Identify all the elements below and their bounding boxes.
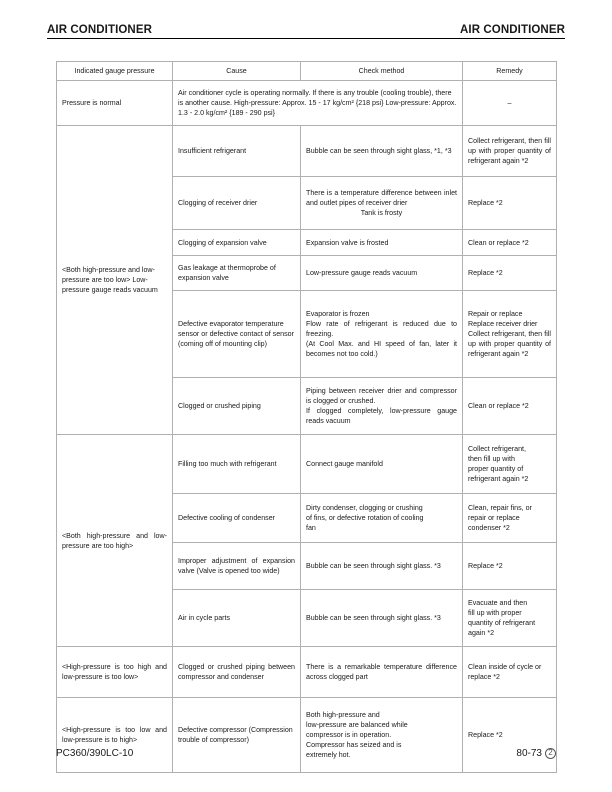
footer-page-label: 80-73 xyxy=(516,748,542,759)
remedy-line-3: proper quantity of xyxy=(468,465,524,474)
check-line-3: (At Cool Max. and HI speed of fan, later it becomes not too cold.) xyxy=(306,340,457,359)
table-row xyxy=(57,435,557,494)
remedy-line-1: Evacuate and then xyxy=(468,599,528,608)
remedy-line-3: Collect refrigerant, then fill up with proper quantity of refrigerant again *2 xyxy=(468,330,551,359)
cell-check-method xyxy=(301,378,463,435)
check-line-2: Tank is frosty xyxy=(360,209,403,218)
cell-cause xyxy=(173,291,301,378)
check-line-4: Compressor has seized and is xyxy=(306,741,402,750)
remedy-line-4: again *2 xyxy=(468,629,495,638)
cell-cause xyxy=(173,256,301,291)
running-head xyxy=(47,24,565,39)
cell-check-method: Bubble can be seen through sight glass. *3 xyxy=(301,590,463,647)
table-header xyxy=(57,62,557,81)
cell-cause: Clogging of expansion valve xyxy=(173,230,301,256)
cell-check-method xyxy=(301,177,463,230)
running-head-left: AIR CONDITIONER xyxy=(47,24,152,36)
check-line-2: If clogged completely, low-pressure gauge reads vacuum xyxy=(306,407,457,426)
cause-line-2: (Compression trouble of xyxy=(178,726,293,745)
remedy-line-4: refrigerant again *2 xyxy=(468,475,529,484)
check-line-1: Piping between receiver drier and compressor is clogged or crushed. xyxy=(306,387,457,406)
footer-page-number xyxy=(516,748,556,759)
cell-cause: Air in cycle parts xyxy=(173,590,301,647)
troubleshooting-table-wrapper xyxy=(56,61,556,773)
cell-cause: Clogged or crushed piping between compressor and condenser xyxy=(173,647,301,698)
check-line-3: compressor is in operation. xyxy=(306,731,392,740)
column-header-gauge-pressure: Indicated gauge pressure xyxy=(57,62,173,81)
cell-remedy: Clean inside of cycle or replace *2 xyxy=(463,647,557,698)
cell-gauge-pressure-group-high-low: <High-pressure is too high and low-pressure is too low> xyxy=(57,647,173,698)
gauge-group-line-2: low-pressure are too low> xyxy=(62,266,155,285)
footer-revision-mark: 2 xyxy=(545,748,556,759)
cell-check-method xyxy=(301,291,463,378)
table-body xyxy=(57,81,557,773)
cause-line-2: If there is any trouble (cooling trouble), there is another cause. xyxy=(178,89,452,108)
cell-check-method xyxy=(301,698,463,773)
gauge-group-line-4: reads vacuum xyxy=(113,286,158,295)
page-footer xyxy=(56,748,556,759)
cell-remedy: Replace *2 xyxy=(463,177,557,230)
check-line-1: Both high-pressure and xyxy=(306,711,380,720)
cause-line-1: Gas leakage at thermoprobe of expansion valve xyxy=(178,264,276,283)
troubleshooting-table xyxy=(56,61,557,773)
check-line-3: fan xyxy=(306,524,316,533)
table-row xyxy=(57,647,557,698)
cell-check-method: Expansion valve is frosted xyxy=(301,230,463,256)
cell-cause xyxy=(173,698,301,773)
cause-line-4: (coming off of mounting clip) xyxy=(178,340,267,349)
cause-line-1: Defective cooling of xyxy=(178,514,240,523)
cause-line-4: Low-pressure: Approx. 1.3 - 2.0 kg/cm² {189 - 290 psi} xyxy=(178,99,457,118)
cell-cause xyxy=(173,81,463,126)
remedy-line-2: then fill up with xyxy=(468,455,515,464)
cell-remedy: Clean or replace *2 xyxy=(463,230,557,256)
cell-gauge-pressure-group-too-low xyxy=(57,126,173,435)
cell-cause: Insufficient refrigerant xyxy=(173,126,301,177)
cell-check-method: Bubble can be seen through sight glass. *3 xyxy=(301,543,463,590)
gauge-group-line-1: <Both high-pressure and xyxy=(62,266,140,275)
check-line-1: Dirty condenser, clogging or crushing xyxy=(306,504,423,513)
cell-cause xyxy=(173,494,301,543)
cell-remedy: Collect refrigerant, then fill up with proper quantity of refrigerant again *2 xyxy=(463,126,557,177)
cell-gauge-pressure: Pressure is normal xyxy=(57,81,173,126)
cell-check-method: There is a remarkable temperature difference across clogged part xyxy=(301,647,463,698)
cause-line-1: Defective compressor xyxy=(178,726,247,735)
cause-line-1: Defective evaporator xyxy=(178,320,244,329)
footer-model-number: PC360/390LC-10 xyxy=(56,748,134,759)
remedy-line-3: quantity of refrigerant xyxy=(468,619,536,628)
table-row xyxy=(57,126,557,177)
cell-check-method: Bubble can be seen through sight glass, *1, *3 xyxy=(301,126,463,177)
cell-remedy: Replace *2 xyxy=(463,543,557,590)
cause-line-2: temperature sensor or xyxy=(178,320,284,339)
cause-line-3: compressor) xyxy=(209,736,249,745)
cell-remedy: Clean or replace *2 xyxy=(463,378,557,435)
remedy-line-1: Collect refrigerant, xyxy=(468,445,526,454)
cell-remedy xyxy=(463,435,557,494)
cause-line-3: defective contact of sensor xyxy=(209,330,294,339)
cause-line-2: condenser xyxy=(241,514,276,523)
cell-gauge-pressure-group-too-high: <Both high-pressure and low-pressure are too high> xyxy=(57,435,173,647)
cell-gauge-pressure-group-low-high: <High-pressure is too low and low-pressure is to high> xyxy=(57,698,173,773)
remedy-line-2: fill up with proper xyxy=(468,609,522,618)
check-line-2: of fins, or defective rotation of cooling xyxy=(306,514,424,523)
remedy-line-2: repair or replace xyxy=(468,514,520,523)
remedy-line-1: Repair or replace xyxy=(468,310,523,319)
cause-line-1: Air conditioner cycle is operating normally. xyxy=(178,89,311,98)
cell-check-method: Low-pressure gauge reads vacuum xyxy=(301,256,463,291)
column-header-cause: Cause xyxy=(173,62,301,81)
cell-remedy: Replace *2 xyxy=(463,698,557,773)
cell-cause xyxy=(173,435,301,494)
running-head-right: AIR CONDITIONER xyxy=(460,24,565,36)
column-header-check-method: Check method xyxy=(301,62,463,81)
cell-remedy: – xyxy=(463,81,557,126)
cell-cause: Improper adjustment of expansion valve (Valve is opened too wide) xyxy=(173,543,301,590)
check-line-2: Flow rate of refrigerant is reduced due to freezing. xyxy=(306,320,457,339)
column-header-remedy: Remedy xyxy=(463,62,557,81)
cell-remedy xyxy=(463,590,557,647)
cause-line-2: refrigerant xyxy=(244,460,277,469)
cell-check-method xyxy=(301,494,463,543)
check-line-1: There is a temperature difference between inlet and outlet pipes of receiver drier xyxy=(306,189,457,208)
cell-check-method: Connect gauge manifold xyxy=(301,435,463,494)
check-line-1: Evaporator is frozen xyxy=(306,310,370,319)
remedy-line-2: Replace receiver drier xyxy=(468,320,538,329)
cause-line-3: High-pressure: Approx. 15 - 17 kg/cm² {218 psi} xyxy=(234,99,384,108)
cell-cause: Clogging of receiver drier xyxy=(173,177,301,230)
cell-cause: Clogged or crushed piping xyxy=(173,378,301,435)
table-row xyxy=(57,81,557,126)
gauge-group-line-3: Low-pressure gauge xyxy=(62,276,148,295)
cell-remedy xyxy=(463,291,557,378)
cell-remedy: Replace *2 xyxy=(463,256,557,291)
table-row xyxy=(57,698,557,773)
check-line-2: low-pressure are balanced while xyxy=(306,721,408,730)
cell-remedy xyxy=(463,494,557,543)
remedy-line-1: Clean, repair fins, or xyxy=(468,504,532,513)
remedy-line-3: condenser *2 xyxy=(468,524,510,533)
check-line-5: extremely hot. xyxy=(306,751,351,760)
table-header-row xyxy=(57,62,557,81)
cause-line-1: Filling too much with xyxy=(178,460,243,469)
